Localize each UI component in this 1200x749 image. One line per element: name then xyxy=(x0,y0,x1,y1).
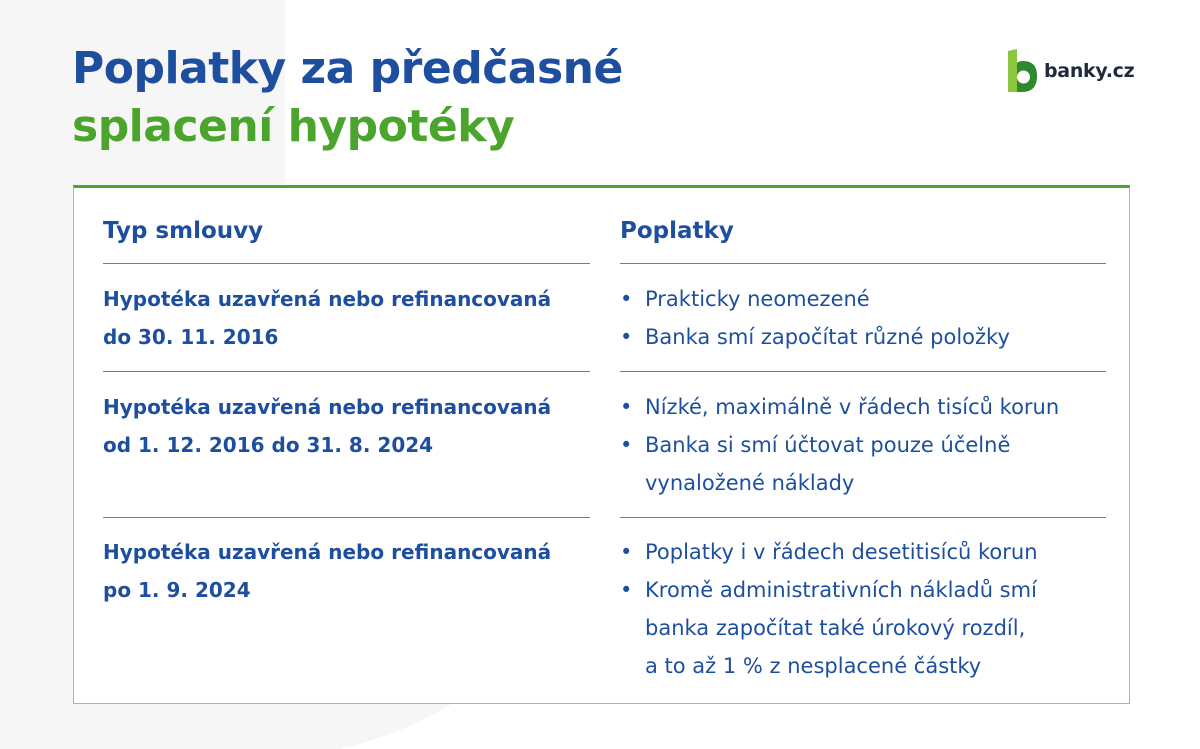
fee-line: • Prakticky neomezené xyxy=(645,287,870,311)
contract-type-line: Hypotéka uzavřená nebo refinancovaná xyxy=(103,540,552,564)
banky-b-logo-icon xyxy=(1006,49,1038,93)
fee-item xyxy=(620,280,1010,318)
fee-line: • Banka si smí účtovat pouze účelně xyxy=(645,433,1011,457)
contract-type-line: po 1. 9. 2024 xyxy=(103,578,251,602)
row-1-fees-list xyxy=(620,280,1010,356)
fee-item xyxy=(620,318,1010,356)
title-line-1: Poplatky za předčasné xyxy=(72,43,623,94)
fee-item xyxy=(620,571,1038,685)
row-3-contract-type xyxy=(103,533,551,609)
fee-line: vynaložené náklady xyxy=(645,471,855,495)
contract-type-line: Hypotéka uzavřená nebo refinancovaná xyxy=(103,287,552,311)
row-2-contract-type xyxy=(103,388,551,464)
divider xyxy=(103,517,590,518)
divider xyxy=(620,371,1106,372)
fee-line: banka započítat také úrokový rozdíl, xyxy=(645,616,1026,640)
contract-type-line: do 30. 11. 2016 xyxy=(103,325,279,349)
divider xyxy=(620,517,1106,518)
fee-item xyxy=(620,533,1038,571)
fee-line: • Nízké, maximálně v řádech tisíců korun xyxy=(645,395,1060,419)
contract-type-line: Hypotéka uzavřená nebo refinancovaná xyxy=(103,395,552,419)
fee-item xyxy=(620,388,1059,426)
row-1-contract-type xyxy=(103,280,551,356)
divider xyxy=(103,371,590,372)
contract-type-line: od 1. 12. 2016 do 31. 8. 2024 xyxy=(103,433,434,457)
divider xyxy=(620,263,1106,264)
fee-line: a to až 1 % z nesplacené částky xyxy=(645,654,982,678)
fees-table xyxy=(73,185,1130,704)
fee-line: • Banka smí započítat různé položky xyxy=(645,325,1010,349)
divider xyxy=(103,263,590,264)
fee-line: • Kromě administrativních nákladů smí xyxy=(645,578,1037,602)
fee-line: • Poplatky i v řádech desetitisíců korun xyxy=(645,540,1038,564)
header-contract-type: Typ smlouvy xyxy=(103,218,264,244)
row-3-fees-list xyxy=(620,533,1038,685)
title-line-2: splacení hypotéky xyxy=(72,101,515,152)
banky-logo xyxy=(1006,49,1134,93)
logo-text: banky.cz xyxy=(1044,60,1135,82)
row-2-fees-list xyxy=(620,388,1059,502)
header-fees: Poplatky xyxy=(620,218,734,244)
page-title xyxy=(72,40,623,156)
fee-item xyxy=(620,426,1059,502)
